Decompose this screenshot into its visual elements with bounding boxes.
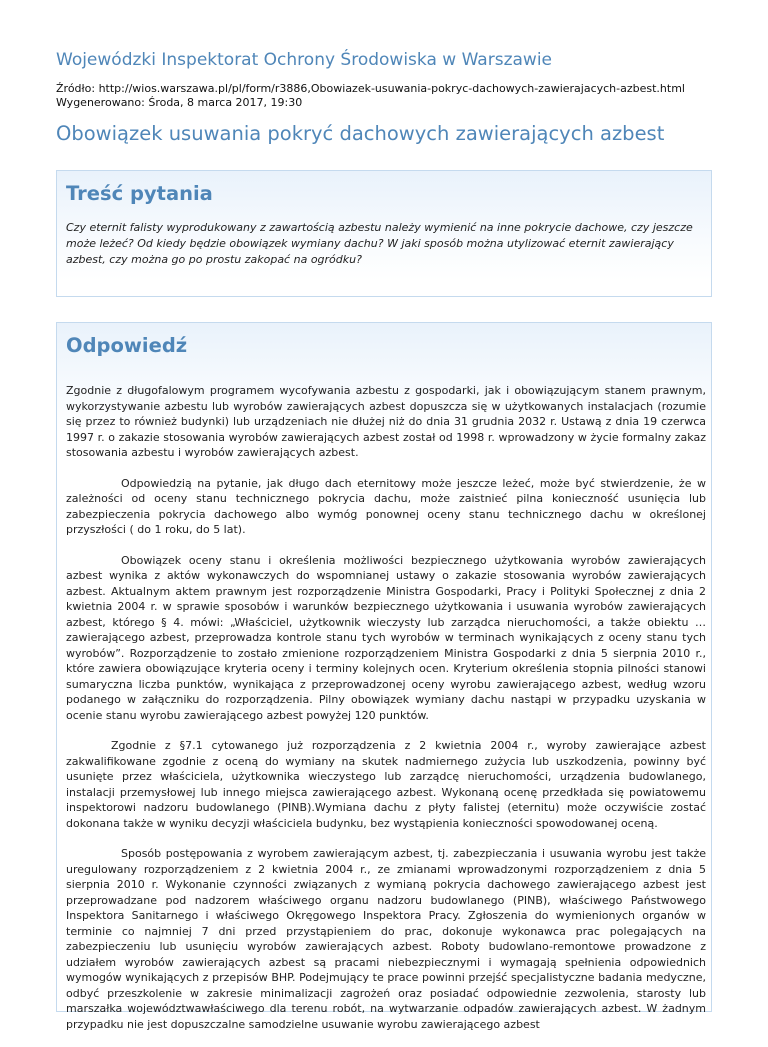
generated-line: Wygenerowano: Środa, 8 marca 2017, 19:30 bbox=[56, 96, 303, 109]
answer-paragraph: Sposób postępowania z wyrobem zawierającym azbest, tj. zabezpieczania i usuwania wyrobu jest także uregulowany rozporządzeniem z 2 kwietnia 2004 r., ze zmianami wprowadzonymi rozporządzeniem z dnia 5 sierpnia 2010 r. Wykonanie czynności związanych z wymianą pokrycia dachowego zawierającego azbest jest przeprowadzane pod nadzorem właściwego organu nadzoru budowlanego (PINB), właściwego Państwowego Inspektora Sanitarnego i właściwego Okręgowego Inspektora Pracy. Zgłoszenia do wymienionych organów w terminie co najmniej 7 dni przed przystąpieniem do prac, dokonuje wykonawca prac polegających na zabezpieczeniu lub usunięciu wyrobów zawierających azbest. Roboty budowlano-remontowe prowadzone z udziałem wyrobów zawierających azbest są pracami niebezpiecznymi i wymagają spełnienia odpowiednich wymogów wynikających z przepisów BHP. Podejmujący te prace powinni przejść specjalistyczne badania medyczne, odbyć przeszkolenie w zakresie minimalizacji zagrożeń oraz posiadać odpowiednie zezwolenia, starosty lub marszałka województwawłaściwego dla terenu robót, na wytwarzanie odpadów zawierających azbest. W żadnym przypadku nie jest dopuszczalne samodzielne usuwanie wyrobu zawierającego azbest bbox=[66, 847, 706, 1031]
answer-paragraph: Zgodnie z długofalowym programem wycofywania azbestu z gospodarki, jak i obowiązującym stanem prawnym, wykorzystywanie azbestu lub wyrobów zawierających azbest dopuszcza się w użytkowanych instalacjach (rozumie się przez to również budynki) lub urządzeniach nie dłużej niż do dnia 31 grudnia 2032 r. Ustawą z dnia 19 czerwca 1997 r. o zakazie stosowania wyrobów zawierających azbest został od 1998 r. wprowadzony w życie formalny zakaz stosowania azbestu i wyrobów zawierających azbest. bbox=[66, 384, 706, 459]
question-text: Czy eternit falisty wyprodukowany z zawartością azbestu należy wymienić na inne pokrycie dachowe, czy jeszcze może leżeć? Od kiedy będzie obowiązek wymiany dachu? W jaki sposób można utylizować eternit zawierający azbest, czy można go po prostu zakopać na ogródku? bbox=[66, 221, 693, 266]
page-title: Obowiązek usuwania pokryć dachowych zawierających azbest bbox=[56, 122, 665, 145]
question-panel bbox=[56, 170, 712, 297]
answer-paragraph: Obowiązek oceny stanu i określenia możliwości bezpiecznego użytkowania wyrobów zawierających azbest wynika z aktów wykonawczych do wspomnianej ustawy o zakazie stosowania wyrobów zawierających azbest. Aktualnym aktem prawnym jest rozporządzenie Ministra Gospodarki, Pracy i Polityki Społecznej z dnia 2 kwietnia 2004 r. w sprawie sposobów i warunków bezpiecznego użytkowania i usuwania wyrobów zawierających azbest, którego § 4. mówi: „Właściciel, użytkownik wieczysty lub zarządca nieruchomości, a także obiektu … zawierającego azbest, przeprowadza kontrole stanu tych wyrobów w terminach wynikających z oceny stanu tych wyrobów”. Rozporządzenie to zostało zmienione rozporządzeniem Ministra Gospodarki z dnia 5 sierpnia 2010 r., które zawiera obowiązujące kryteria oceny i terminy kolejnych ocen. Kryterium określenia stopnia pilności stanowi sumaryczna liczba punktów, wynikająca z przeprowadzonej oceny wyrobu zawierającego azbest, według wzoru podanego w załączniku do rozporządzenia. Pilny obowiązek wymiany dachu nastąpi w przypadku uzyskania w ocenie stanu wyrobu zawierającego azbest powyżej 120 punktów. bbox=[66, 553, 706, 722]
organization-title: Wojewódzki Inspektorat Ochrony Środowiska w Warszawie bbox=[56, 50, 552, 70]
answer-paragraph: Zgodnie z §7.1 cytowanego już rozporządzenia z 2 kwietnia 2004 r., wyroby zawierające azbest zakwalifikowane zgodnie z oceną do wymiany na skutek nadmiernego zużycia lub uszkodzenia, powinny być usunięte przez właściciela, użytkownika wieczystego lub zarządcę nieruchomości, urządzenia budowlanego, instalacji przemysłowej lub innego miejsca zawierającego azbest. Wykonaną ocenę przedkłada się powiatowemu inspektorowi nadzoru budowlanego (PINB).Wymiana dachu z płyty falistej (eternitu) może oczywiście zostać dokonana także w wyniku decyzji właściciela budynku, bez wystąpienia konieczności spowodowanej oceną. bbox=[66, 739, 706, 830]
answer-paragraph: Odpowiedzią na pytanie, jak długo dach eternitowy może jeszcze leżeć, może być stwierdzenie, że w zależności od oceny stanu technicznego pokrycia dachu, może zaistnieć pilna konieczność usunięcia lub zabezpieczenia pokrycia dachowego albo wymóg ponownej oceny stanu technicznego dachu w określonej przyszłości ( do 1 roku, do 5 lat). bbox=[66, 476, 706, 536]
answer-panel bbox=[56, 322, 712, 1031]
source-line: Źródło: http://wios.warszawa.pl/pl/form/r3886,Obowiazek-usuwania-pokryc-dachowych-zawierajacych-azbest.html bbox=[56, 82, 685, 95]
question-heading: Treść pytania bbox=[66, 182, 213, 205]
answer-body bbox=[66, 383, 706, 1047]
document-meta bbox=[56, 82, 685, 110]
answer-heading: Odpowiedź bbox=[66, 334, 188, 357]
